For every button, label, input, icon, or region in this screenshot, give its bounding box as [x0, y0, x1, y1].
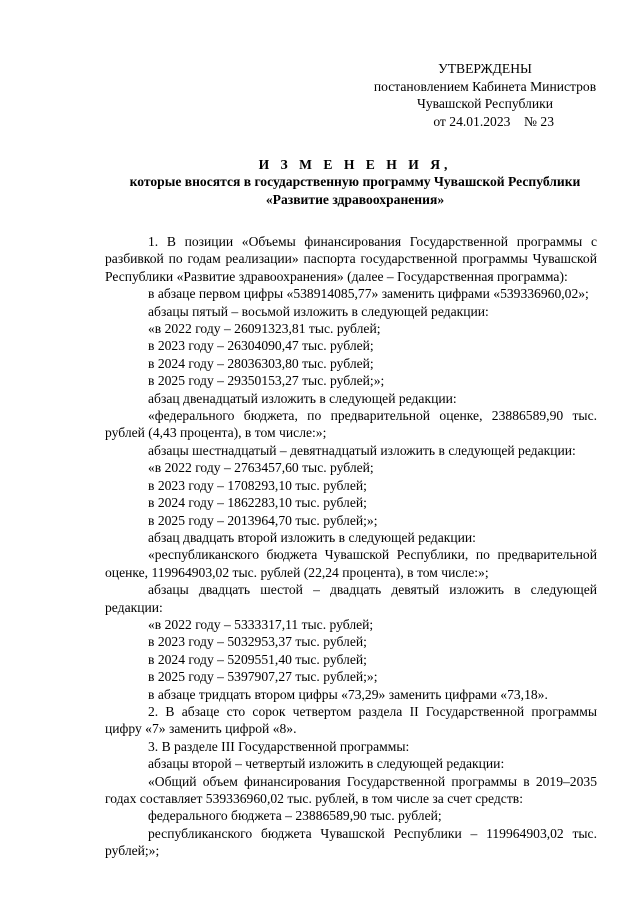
approval-line-1: постановлением Кабинета Министров — [373, 78, 597, 94]
paragraph: в 2024 году – 1862283,10 тыс. рублей; — [148, 495, 367, 511]
title-main: И З М Е Н Е Н И Я, — [258, 157, 452, 172]
paragraph: «Общий объем финансирования Государственной программы в 2019–2035 годах составляет 539336960,02 тыс. рублей, в том числе за счет средств: — [105, 773, 597, 806]
paragraph: в 2023 году – 1708293,10 тыс. рублей; — [148, 477, 367, 493]
paragraph: «республиканского бюджета Чувашской Республики, по предварительной оценке, 119964903,02 тыс. рублей (22,24 процента), в том числе:»; — [105, 547, 597, 580]
paragraph: в 2023 году – 26304090,47 тыс. рублей; — [148, 338, 374, 354]
paragraph: в 2024 году – 28036303,80 тыс. рублей; — [148, 355, 374, 371]
paragraph: абзацы пятый – восьмой изложить в следующей редакции: — [148, 303, 489, 319]
document-body — [105, 233, 597, 860]
paragraph: абзац двадцать второй изложить в следующей редакции: — [148, 529, 476, 545]
approval-date-line: от 24.01.2023 № 23 — [433, 113, 554, 129]
paragraph: «в 2022 году – 26091323,81 тыс. рублей; — [148, 321, 381, 337]
approval-line-2: Чувашской Республики — [417, 96, 553, 112]
paragraph: в 2024 году – 5209551,40 тыс. рублей; — [148, 651, 367, 667]
paragraph: федерального бюджета – 23886589,90 тыс. рублей; — [148, 808, 442, 824]
paragraph: 1. В позиции «Объемы финансирования Государственной программы с разбивкой по годам реализации» паспорта государственной программы Чувашской Республики «Развитие здравоохранения» (далее – Государственная программа): — [105, 234, 597, 284]
paragraph: в абзаце тридцать втором цифры «73,29» заменить цифрами «73,18». — [148, 686, 548, 702]
title-sub-1: которые вносятся в государственную программу Чувашской Республики — [129, 174, 581, 190]
paragraph: республиканского бюджета Чувашской Республики – 119964903,02 тыс. рублей;»; — [105, 825, 597, 859]
paragraph: в 2025 году – 2013964,70 тыс. рублей;»; — [148, 512, 378, 528]
approval-heading: УТВЕРЖДЕНЫ — [438, 61, 532, 76]
paragraph: в 2025 году – 29350153,27 тыс. рублей;»; — [148, 373, 385, 389]
paragraph: абзац двенадцатый изложить в следующей редакции: — [148, 390, 457, 406]
paragraph: абзацы двадцать шестой – двадцать девятый изложить в следующей редакции: — [105, 582, 597, 615]
paragraph: в абзаце первом цифры «538914085,77» заменить цифрами «539336960,02»; — [148, 286, 589, 302]
paragraph: 2. В абзаце сто сорок четвертом раздела II Государственной программы цифру «7» заменить цифрой «8». — [105, 703, 597, 737]
paragraph: абзацы шестнадцатый – девятнадцатый изложить в следующей редакции: — [148, 442, 576, 458]
paragraph: «в 2022 году – 2763457,60 тыс. рублей; — [148, 460, 374, 476]
title-sub-2: «Развитие здравоохранения» — [265, 191, 445, 207]
paragraph: в 2023 году – 5032953,37 тыс. рублей; — [148, 634, 367, 650]
document-title — [100, 156, 610, 208]
paragraph: абзацы второй – четвертый изложить в следующей редакции: — [148, 756, 505, 772]
paragraph: «федерального бюджета, по предварительной оценке, 23886589,90 тыс. рублей (4,43 процента), в том числе:»; — [105, 408, 597, 441]
paragraph: в 2025 году – 5397907,27 тыс. рублей;»; — [148, 669, 378, 685]
paragraph: 3. В разделе III Государственной программы: — [148, 738, 410, 754]
approval-block — [360, 60, 610, 130]
paragraph: «в 2022 году – 5333317,11 тыс. рублей; — [148, 616, 374, 632]
